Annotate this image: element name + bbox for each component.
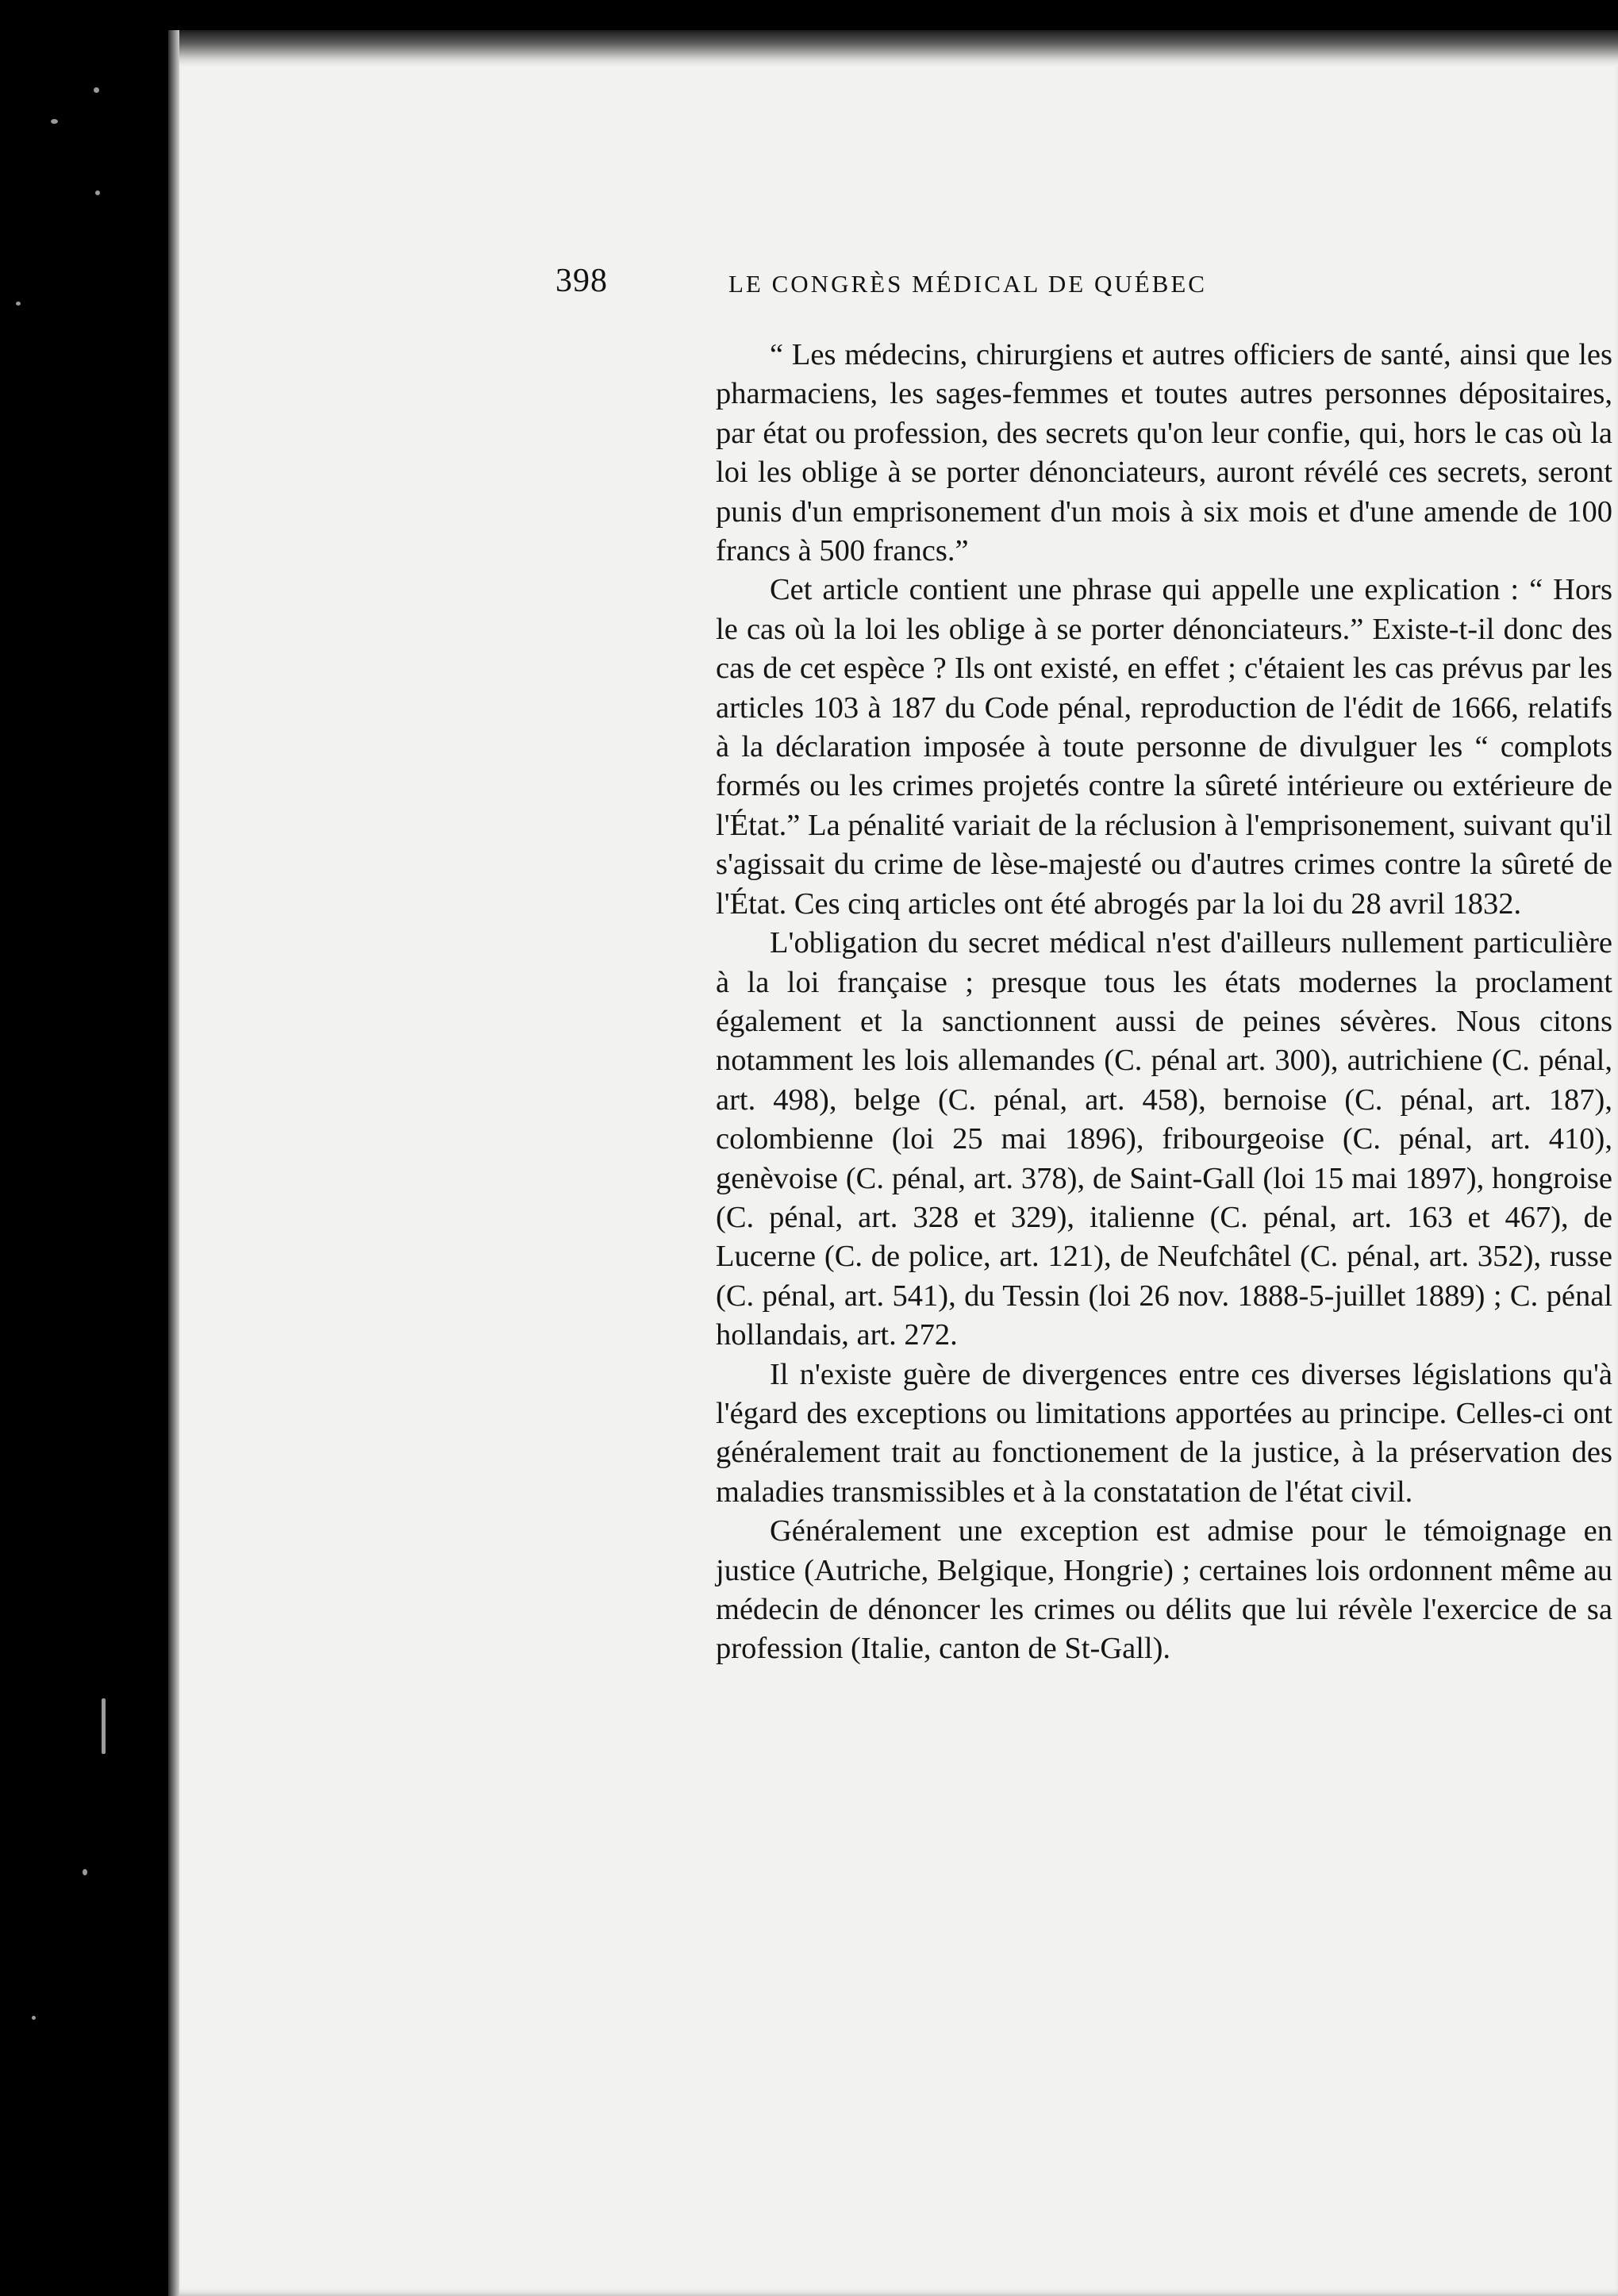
dust-speck bbox=[102, 1698, 106, 1754]
dust-speck bbox=[51, 119, 58, 124]
running-title: LE CONGRÈS MÉDICAL DE QUÉBEC bbox=[728, 270, 1207, 298]
dust-speck bbox=[32, 2016, 36, 2020]
dust-speck bbox=[16, 302, 21, 306]
paragraph: Cet article contient une phrase qui appelle une explication : “ Hors le cas où la loi les oblige à se porter dénonciateurs.” Existe-t-il donc des cas de cet espèce ? Ils ont existé, en effet ; c'étaient les cas prévus par les articles 103 à 187 du Code pénal, reproduction de l'édit de 1666, relatifs à la déclaration imposée à toute personne de divulguer les “ complots formés ou les crimes projetés contre la sûreté intérieure ou extérieure de l'État.” La pénalité variait de la réclusion à l'emprisonement, suivant qu'il s'agissait du crime de lèse-majesté ou d'autres crimes contre la sûreté de l'État. Ces cinq articles ont été abrogés par la loi du 28 avril 1832. bbox=[716, 573, 1612, 921]
paragraph: “ Les médecins, chirurgiens et autres officiers de santé, ainsi que les pharmaciens, les sages-femmes et toutes autres personnes dépositaires, par état ou profession, des secrets qu'on leur confie, qui, hors le cas où la loi les oblige à se porter dénonciateurs, auront révélé ces secrets, seront punis d'un emprisonement d'un mois à six mois et d'une amende de 100 francs à 500 francs.” bbox=[716, 338, 1612, 568]
page-left-shadow bbox=[168, 30, 179, 2296]
paragraph: L'obligation du secret médical n'est d'ailleurs nullement particulière à la loi française ; presque tous les états modernes la proclament également et la sanctionnent aussi de peines sévères. Nous citons notamment les lois allemandes (C. pénal art. 300), autrichiene (C. pénal, art. 498), belge (C. pénal, art. 458), bernoise (C. pénal, art. 187), colombienne (loi 25 mai 1896), fribourgeoise (C. pénal, art. 410), genèvoise (C. pénal, art. 378), de Saint-Gall (loi 15 mai 1897), hongroise (C. pénal, art. 328 et 329), italienne (C. pénal, art. 163 et 467), de Lucerne (C. de police, art. 121), de Neufchâtel (C. pénal, art. 352), russe (C. pénal, art. 541), du Tessin (loi 26 nov. 1888-5-juillet 1889) ; C. pénal hollandais, art. 272. bbox=[716, 926, 1612, 1352]
paragraph: Il n'existe guère de divergences entre ces diverses législations qu'à l'égard des exceptions ou limitations apportées au principe. Celles-ci ont généralement trait au fonctionement de la justice, à la préservation des maladies transmissibles et à la constatation de l'état civil. bbox=[716, 1357, 1612, 1509]
body-text bbox=[716, 336, 1612, 1669]
paragraph: Généralement une exception est admise pour le témoignage en justice (Autriche, Belgique, Hongrie) ; certaines lois ordonnent même au médecin de dénoncer les crimes ou délits que lui révèle l'exercice de sa profession (Italie, canton de St-Gall). bbox=[716, 1514, 1612, 1666]
scan-margin-noise bbox=[0, 0, 167, 2296]
page-number: 398 bbox=[555, 263, 608, 299]
running-header bbox=[555, 262, 1444, 310]
dust-speck bbox=[94, 87, 99, 93]
dust-speck bbox=[83, 1869, 87, 1875]
dust-speck bbox=[95, 190, 100, 195]
page-top-shadow bbox=[168, 30, 1618, 67]
